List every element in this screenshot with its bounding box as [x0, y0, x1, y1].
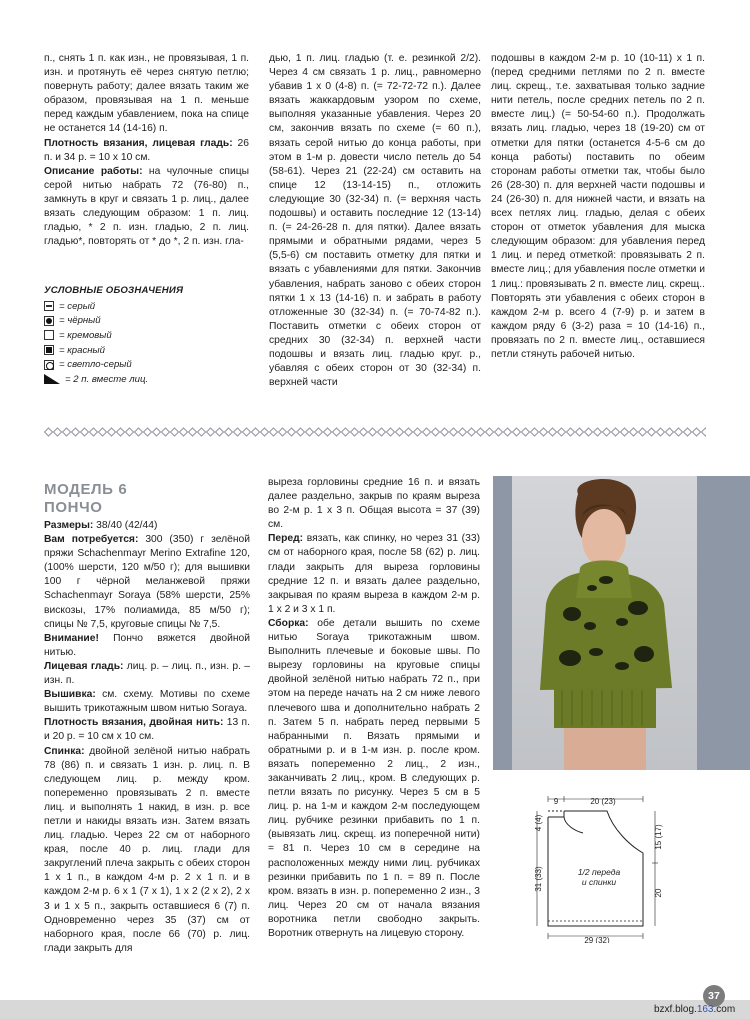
legend-item	[44, 343, 249, 358]
top-column-1	[44, 52, 249, 249]
paragraph-heading: Плотность вязания, лицевая гладь:	[44, 137, 233, 149]
black-dot-icon	[44, 316, 54, 326]
legend-item	[44, 357, 249, 372]
model-subtitle: ПОНЧО	[44, 499, 103, 516]
paragraph-text: на чулочные спицы серой нитью набрать 72 (76-80) п., замкнуть в круг и связать 1 р. лиц., далее вязать следующим образом: 1 п. лиц. гладью, * 2 п. изн. гладью, 2 п. лиц. гладью*, повторять от * до *, 2 п. изн. гла-	[44, 165, 249, 248]
dim-top-left: 9	[553, 797, 559, 806]
dim-left-main: 31 (33)	[534, 866, 543, 892]
red-dot-icon	[44, 345, 54, 355]
top-column-2	[269, 52, 481, 390]
dim-right-upper: 15 (17)	[654, 824, 663, 850]
pattern-schematic	[527, 793, 667, 943]
legend-item	[44, 328, 249, 343]
paragraph-heading: Плотность вязания, двойная нить:	[44, 717, 224, 729]
legend-item	[44, 299, 249, 314]
legend-item	[44, 372, 249, 387]
site-watermark	[654, 1004, 735, 1015]
paragraph	[44, 165, 249, 250]
model-heading	[44, 481, 127, 517]
paragraph-heading: Сборка:	[268, 617, 309, 629]
paragraph	[44, 660, 250, 688]
paragraph-heading: Спинка:	[44, 745, 85, 757]
paragraph-text: лиц. р. – лиц. п., изн. р. – изн. п.	[44, 660, 251, 687]
page-number: 37	[703, 985, 725, 1007]
model-title: МОДЕЛЬ 6	[44, 481, 128, 498]
paragraph-text: Пончо вяжется двойной нитью.	[44, 632, 250, 658]
light-grey-dot-icon	[44, 360, 54, 370]
paragraph-text: обе детали вышить по схеме нитью Soraya трикотажным швом. Выполнить плечевые и боковые швы. По вырезу горловины на круговые спицы двойной зелёной нитью набрать 72 п., при этом на переде начать на 2 см ниже левого плечевого шва и дополнительно набрать 2 п. Затем 5 п. набрать перед первыми 5 набранными п. Вязать прямыми и обратными р. и в 1-м изн. р. после кром. вязать попеременно 2 лиц., 2 изн., заканчивать 2 лиц., кром. В следующих р. петли вязать по рисунку. Через 5 см в 5 лиц. р. на 1-м и каждом 2-м последующем лиц. рубчике резинки прибавить по 1 п. (вывязать лиц. скрещ. из поперечной нити) = 81 п. Через 10 см в середине на расположенных между ними лиц. рубчиках резинки прибавить по 1 п. = 89 п. После кром. вязать в изн. р. попеременно 2 изн., 3 лиц. Через 20 см от начала вязания воротника петли свободно закрыть. Воротник отвернуть на лицевую сторону.	[268, 617, 480, 939]
paragraph-heading: Лицевая гладь:	[44, 660, 124, 672]
model-photo	[512, 476, 697, 770]
paragraph	[268, 532, 480, 617]
paragraph-text: см. схему. Мотивы по схеме вышить трикотажным швом нитью Soraya.	[44, 689, 250, 715]
paragraph	[44, 716, 250, 744]
paragraph-heading: Размеры:	[44, 520, 94, 531]
legend-label: = светло-серый	[59, 359, 132, 371]
dim-bottom: 29 (32)	[584, 936, 610, 943]
symbol-legend	[44, 285, 249, 387]
grey-square-icon	[44, 301, 54, 311]
legend-label: = красный	[59, 344, 105, 356]
paragraph	[44, 632, 250, 660]
paragraph-heading: Внимание!	[44, 632, 99, 644]
model-photo-frame	[493, 476, 750, 770]
decrease-icon	[44, 374, 60, 384]
legend-title: УСЛОВНЫЕ ОБОЗНАЧЕНИЯ	[44, 285, 184, 296]
paragraph-heading: Перед:	[268, 533, 304, 545]
paragraph	[44, 137, 249, 165]
paragraph	[44, 688, 250, 716]
legend-label: = серый	[59, 300, 96, 312]
diagram-label-line2: и спинки	[581, 877, 617, 887]
legend-label: = 2 п. вместе лиц.	[65, 373, 149, 385]
cream-square-icon	[44, 330, 54, 340]
paragraph	[44, 52, 249, 137]
site-post: .com	[713, 1004, 736, 1015]
dim-top-right: 20 (23)	[590, 797, 616, 806]
paragraph-text: 13 п. и 20 р. = 10 см х 10 см.	[44, 717, 250, 743]
paragraph-text: двойной зелёной нитью набрать 78 (86) п. и связать 1 изн. р. лиц. п. В следующем лиц. р. между кром. попеременно провязывать 2 п. вместе лиц. и выполнять 1 накид, в изн. р. все петли и накиды вязать изн. Затем вязать лиц. гладью. Через 22 см от наборного края, после 40 р. лиц. глади для закруглений плеча закрыть с обеих сторон 1 х 1 п., в каждом 4-м р. 2 х 1 п. и в каждом 2-м р. 6 х 1 (7 х 1), 1 х 2 (2 х 2), 2 х 3 и 1 х 5 п., закрыть оставшиеся 6 (7) п. Одновременно через 35 (37) см от наборного края, после 66 (70) р. лиц. глади закрыть для	[44, 745, 250, 954]
top-column-3-text: подошвы в каждом 2-м р. 10 (10-11) х 1 п. (перед средними петлями по 2 п. вместе лиц. скрещ., т.е. захватывая только задние нити петель, после средних петель по 2 п. вместе лиц.) (= 50-54-60 п.). Продолжать вязать лиц. гладью, через 18 (19-20) см от отметки для пятки (останется 4-5-6 см до конца работы) поставить по обеим сторонам работы отметки так, чтобы было 26 (28-30) п. для верхней части подошвы и 24 (26-30) п. для нижней части, и вязать на всех петлях лиц. гладью, делая с обеих сторон от отметок убавления для мыска следующим образом: для убавления перед 1 лиц. и перед отметкой: провязывать 2 п. вместе лиц.; для убавления после отметки и 1 лиц.: провязывать 2 п. вместе лиц. скрещ.. Повторять эти убавления с обеих сторон в каждом 2-м р. всего 4 (7-9) р. и затем в каждом ряду 6 (3-2) раза = 10 (14-16) п., провязать по 2 п. вместе лиц., оставшиеся петли стянуть рабочей нитью.	[491, 53, 705, 360]
page-footer-bar	[0, 1000, 750, 1019]
paragraph-heading: Вам потребуется:	[44, 534, 139, 546]
site-pre: bzxf.blog.	[654, 1004, 697, 1015]
top-column-3	[491, 52, 705, 362]
paragraph-text: 26 п. и 34 р. = 10 х 10 см.	[44, 137, 249, 163]
dim-right-lower: 20	[654, 888, 663, 898]
paragraph-heading: Описание работы:	[44, 165, 143, 177]
paragraph-text: вязать, как спинку, но через 31 (33) см от наборного края, после 58 (62) р. лиц. глади закрыть для выреза горловины средние 12 п. и вязать далее раздельно, закрывая по краям выреза в каждом 2-м р. 1 х 2 и 3 х 1 п.	[268, 533, 480, 615]
dim-left-small: 4 (4)	[534, 814, 543, 832]
top-column-2-text: дью, 1 п. лиц. гладью (т. е. резинкой 2/2). Через 4 см связать 1 р. лиц., равномерно убавив 1 х 0 (4-8) п. (= 72-72-72 п.). Далее вязать жаккардовым узором по схеме, выполняя указанные убавления. Через 20 см, закончив вязать по схеме (= 60 п.), вязать серой нитью до конца работы, при этом в 1-м р. довести число петель до 54 (58-61). Через 21 (22-24) см оставить на спице 12 (13-14-15) п., отложить следующие 30 (32-34) п. (= верхняя часть подошвы) и оставить последние 12 (13-14) п. (= 24-26-28 п. для пятки). Далее вязать прямыми и обратными рядами, через 5 (5,5-6) см поставить отметку для пятки и вязать с убавлениями для пятки. Закончив убавления, набрать заново с обеих сторон пятки 1 х 13 (14-16) п. и забрать в работу отложенные 30 (32-34) п. (= 70-74-82 п.). Поставить отметки с обеих сторон от средних 30 (32-34) п. верхней части подошвы и вязать лиц. гладью круг. р., убавляя с обеих сторон от 30 (32-34) п. верхней части	[269, 53, 481, 389]
paragraph	[44, 745, 250, 956]
paragraph-text: п., снять 1 п. как изн., не провязывая, 1 п. изн. и протянуть её через снятую петлю; повернуть работу; далее вязать таким же образом, провязывая на 1 п. меньше перед каждым убавлением, пока на спице не останется 14 (14-16) п.	[44, 53, 249, 135]
paragraph	[268, 476, 480, 532]
legend-label: = кремовый	[59, 329, 112, 341]
model-column-2	[268, 476, 480, 941]
paragraph-text: 300 (350) г зелёной пряжи Schachenmayr Merino Extrafine 120, (100% шерсти, 120 м/50 г); для вышивки 100 г чёрной меланжевой пряжи Schachenmayr Soraya (58% шерсти, 25% вискозы, 17% полиамида, 85 м/50 г); спицы № 7,5, круговые спицы № 7,5.	[44, 534, 250, 630]
paragraph	[268, 617, 480, 941]
section-divider	[44, 427, 706, 437]
legend-label: = чёрный	[59, 315, 101, 327]
legend-list	[44, 299, 249, 387]
paragraph-heading: Вышивка:	[44, 689, 96, 701]
paragraph-text: 38/40 (42/44)	[93, 520, 158, 531]
paragraph	[44, 519, 250, 533]
paragraph	[44, 533, 250, 632]
model-column-1	[44, 519, 250, 956]
paragraph-text: выреза горловины средние 16 п. и вязать далее раздельно, закрыв по краям выреза во 2-м р. 1 х 3 п. Общая высота = 37 (39) см.	[268, 477, 480, 531]
legend-item	[44, 314, 249, 329]
diagram-label-line1: 1/2 переда	[577, 867, 621, 877]
site-highlight: 163	[696, 1004, 714, 1015]
